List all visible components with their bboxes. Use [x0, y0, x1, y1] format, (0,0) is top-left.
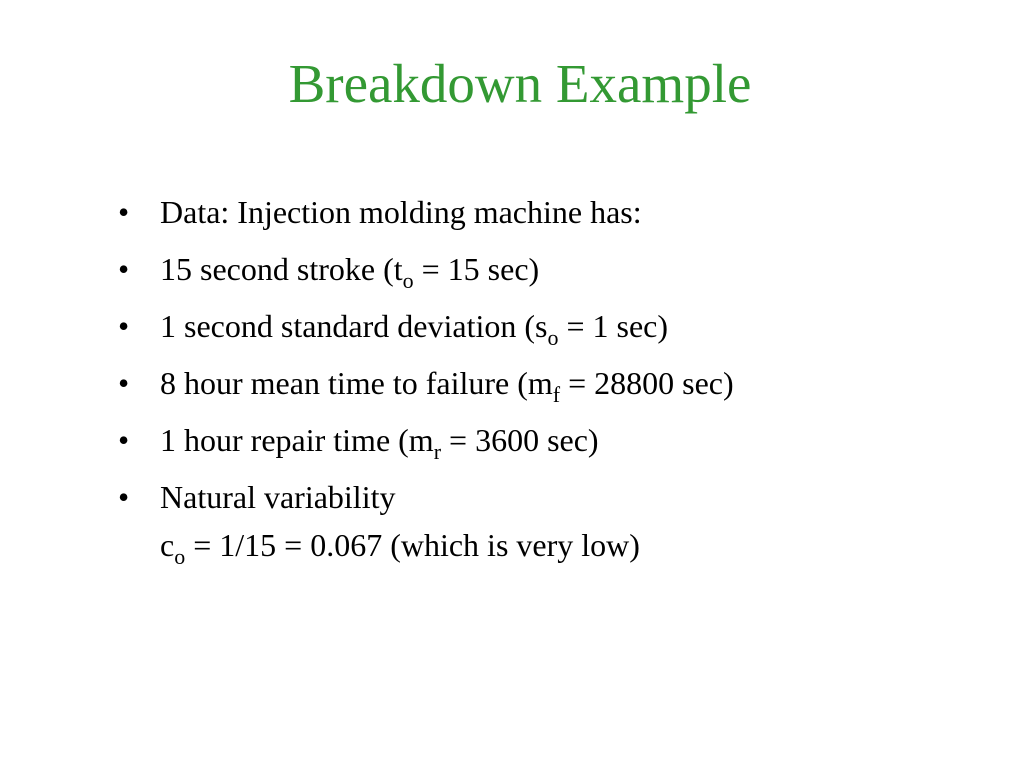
bullet-text-post: = 3600 sec): [441, 422, 599, 458]
subscript: o: [402, 268, 414, 293]
bullet-item-mttf: [112, 363, 992, 407]
bullet-text-post: = 1/15 = 0.067 (which is very low): [185, 527, 640, 563]
bullet-text-post: = 28800 sec): [560, 365, 734, 401]
slide-title: Breakdown Example: [288, 53, 752, 114]
bullet-item-repair: [112, 420, 992, 464]
bullet-icon: •: [118, 479, 130, 515]
bullet-text-pre: 15 second stroke (t: [160, 251, 403, 287]
bullet-text-line1: Natural variability: [160, 479, 396, 515]
bullet-text-pre: 1 second standard deviation (s: [160, 308, 548, 344]
bullet-icon: •: [118, 251, 130, 287]
bullet-item-data: [112, 192, 992, 232]
bullet-item-stroke: [112, 249, 992, 293]
bullet-icon: •: [118, 422, 130, 458]
bullet-text-line2: [160, 525, 992, 569]
bullet-text-pre: 1 hour repair time (m: [160, 422, 434, 458]
bullet-list: [112, 192, 992, 582]
bullet-text-post: = 1 sec): [558, 308, 669, 344]
bullet-item-variability: [112, 477, 992, 569]
bullet-icon: •: [118, 308, 130, 344]
bullet-text-pre: c: [160, 527, 175, 563]
bullet-icon: •: [118, 365, 130, 401]
bullet-item-std-dev: [112, 306, 992, 350]
subscript: r: [433, 439, 442, 464]
bullet-icon: •: [118, 194, 130, 230]
subscript: o: [547, 325, 559, 350]
bullet-text-post: = 15 sec): [413, 251, 540, 287]
bullet-text-pre: 8 hour mean time to failure (m: [160, 365, 553, 401]
subscript: f: [552, 382, 561, 407]
subscript: o: [174, 544, 186, 569]
bullet-text: Data: Injection molding machine has:: [160, 194, 642, 230]
